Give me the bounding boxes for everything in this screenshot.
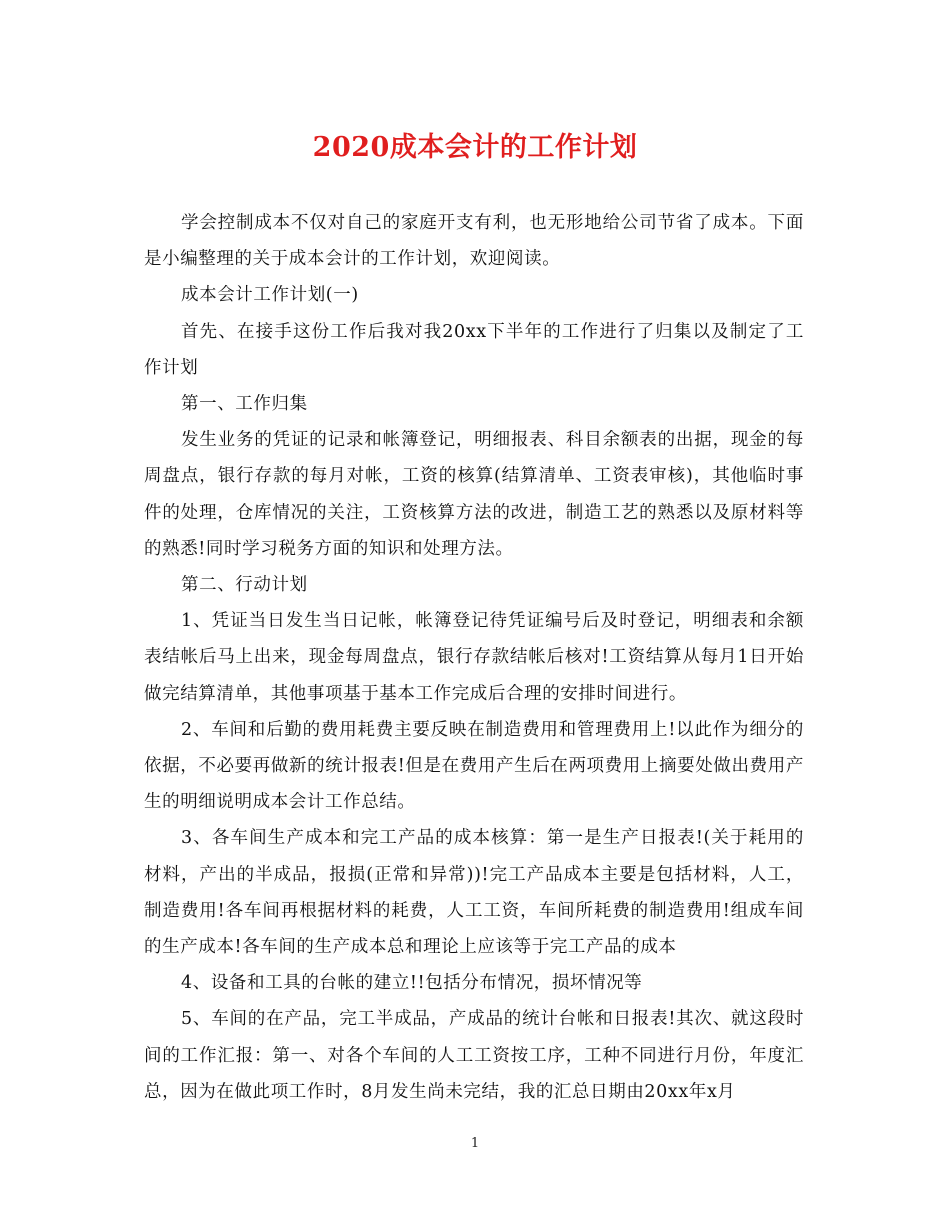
action-item-3: 3、各车间生产成本和完工产品的成本核算：第一是生产日报表!(关于耗用的材料，产出的半成品，报损(正常和异常))!完工产品成本主要是包括材料，人工，制造费用!各车间再根据材料的耗费，人工工资，车间所耗费的制造费用!组成车间的生产成本!各车间的生产成本总和理论上应该等于完工产品的成本 (144, 828, 804, 958)
section-heading-work-summary: 第一、工作归集 (181, 394, 308, 415)
document-title: 2020成本会计的工作计划 (312, 132, 638, 163)
opening-paragraph: 首先、在接手这份工作后我对我20xx下半年的工作进行了归集以及制定了工作计划 (144, 321, 804, 378)
action-item-5: 5、车间的在产品，完工半成品，产成品的统计台帐和日报表!其次、就这段时间的工作汇报：第一、对各个车间的人工工资按工序，工种不同进行月份，年度汇总，因为在做此项工作时，8月发生尚未完结，我的汇总日期由20xx年x月 (144, 1009, 804, 1102)
section-heading-action-plan: 第二、行动计划 (181, 575, 308, 596)
page-number: 1 (470, 1136, 480, 1151)
section-heading-plan-one: 成本会计工作计划(一) (181, 285, 359, 306)
intro-paragraph: 学会控制成本不仅对自己的家庭开支有利，也无形地给公司节省了成本。下面是小编整理的关于成本会计的工作计划，欢迎阅读。 (144, 213, 804, 270)
action-item-1: 1、凭证当日发生当日记帐，帐簿登记待凭证编号后及时登记，明细表和余额表结帐后马上出来，现金每周盘点，银行存款结帐后核对!工资结算从每月1日开始做完结算清单，其他事项基于基本工作完成后合理的安排时间进行。 (144, 611, 804, 704)
document-body (144, 205, 804, 1110)
work-summary-paragraph: 发生业务的凭证的记录和帐簿登记，明细报表、科目余额表的出据，现金的每周盘点，银行存款的每月对帐，工资的核算(结算清单、工资表审核)，其他临时事件的处理，仓库情况的关注，工资核算方法的改进，制造工艺的熟悉以及原材料等的熟悉!同时学习税务方面的知识和处理方法。 (144, 430, 804, 559)
action-item-2: 2、车间和后勤的费用耗费主要反映在制造费用和管理费用上!以此作为细分的依据，不必要再做新的统计报表!但是在费用产生后在两项费用上摘要处做出费用产生的明细说明成本会计工作总结。 (144, 719, 804, 813)
action-item-4: 4、设备和工具的台帐的建立!!包括分布情况，损坏情况等 (181, 973, 643, 994)
